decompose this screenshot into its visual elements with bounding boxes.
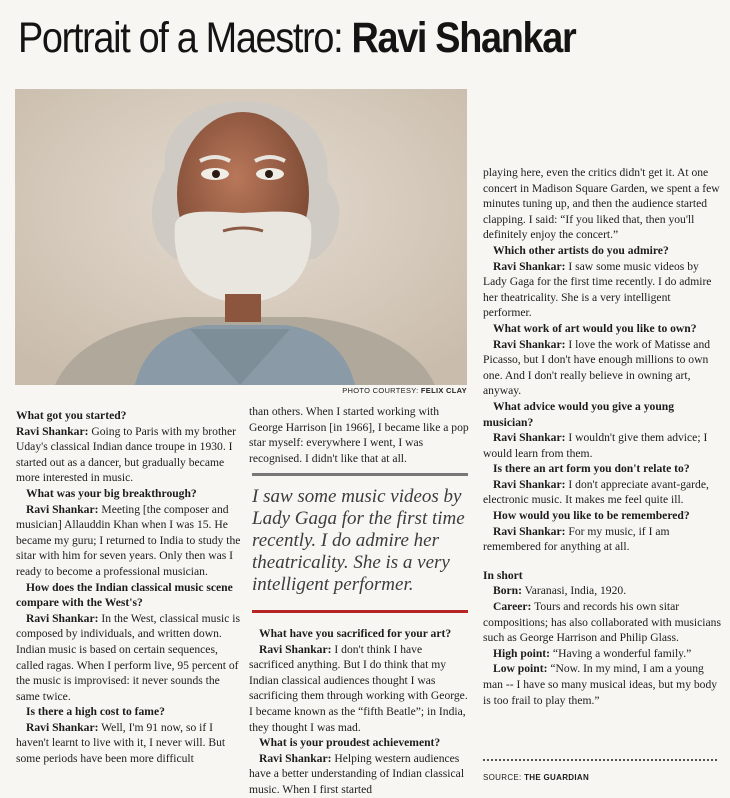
dotted-divider <box>483 759 717 761</box>
question: What is your proudest achievement? <box>259 736 441 750</box>
credit-label: PHOTO COURTESY: <box>342 386 419 395</box>
article-title <box>18 14 575 63</box>
in-short-heading: In short <box>483 568 523 582</box>
column-3-qa <box>483 165 721 555</box>
speaker-name: Ravi Shankar: <box>259 751 332 765</box>
answer <box>483 165 721 243</box>
source-line <box>483 773 589 782</box>
source-label: SOURCE: <box>483 773 522 782</box>
source-name: THE GUARDIAN <box>524 773 590 782</box>
answer-text: I love the work of Matisse and Picasso, but I don't have enough millions to own one. And I don't really believe in owning art, anyway. <box>483 337 711 398</box>
question: How would you like to be remembered? <box>493 509 690 523</box>
answer-text: Helping western audiences have a better understanding of Indian classical music. When I first started <box>249 751 465 796</box>
in-short-item <box>483 661 721 708</box>
answer-text: I saw some music videos by Lady Gaga for the first time recently. I do admire her theatricality. She is a very intelligent performer. <box>483 259 712 320</box>
pull-quote-rule-bottom <box>252 610 468 613</box>
in-short-text: “Now. In my mind, I am a young man -- I have so many musical ideas, but my body is too frail to play them.” <box>483 662 718 707</box>
speaker-name: Ravi Shankar: <box>493 337 566 351</box>
answer <box>249 642 469 736</box>
speaker-name: Ravi Shankar: <box>493 259 566 273</box>
answer <box>483 337 721 399</box>
answer <box>16 611 244 705</box>
speaker-name: Ravi Shankar: <box>26 611 99 625</box>
speaker-name: Ravi Shankar: <box>16 424 89 438</box>
answer <box>16 424 244 486</box>
answer-text: For my music, if I am remembered for anything at all. <box>483 524 670 554</box>
question: Is there an art form you don't relate to? <box>493 462 690 476</box>
answer-text: playing here, even the critics didn't get it. At one concert in Madison Square Garden, we spent a few minutes tuning up, and then the audience started clapping. I said: “If you liked that, then you'll definitely enjoy the concert.” <box>483 166 720 242</box>
speaker-name: Ravi Shankar: <box>493 431 566 445</box>
title-light: Portrait of a Maestro: <box>18 14 352 62</box>
in-short-text: Tours and records his own sitar compositions; has also collaborated with musicians such as George Harrison and Philip Glass. <box>483 600 721 645</box>
speaker-name: Ravi Shankar: <box>259 642 332 656</box>
in-short-item <box>483 646 721 662</box>
portrait-photo <box>15 89 467 385</box>
answer <box>483 524 721 555</box>
answer-text: Well, I'm 91 now, so if I haven't learnt to live with it, I never will. But some periods have been more difficult <box>16 720 226 766</box>
answer <box>483 430 721 461</box>
in-short-label: Born: <box>493 584 522 598</box>
in-short-label: Career: <box>493 600 532 614</box>
answer-text: In the West, classical music is composed by individuals, and written down. Indian music is based on certain sequences, called ragas. When I perform live, 95 percent of the music is improvised: it never sounds the same twice. <box>16 611 240 703</box>
answer <box>483 477 721 508</box>
speaker-name: Ravi Shankar: <box>26 502 99 516</box>
column-2-bottom <box>249 626 469 798</box>
in-short-text: Varanasi, India, 1920. <box>521 584 627 598</box>
pull-quote: I saw some music videos by Lady Gaga for the first time recently. I do admire her theatricality. She is a very intelligent performer. <box>252 486 465 595</box>
column-3 <box>483 165 721 708</box>
speaker-name: Ravi Shankar: <box>493 524 566 538</box>
answer-text: I wouldn't give them advice; I would learn from them. <box>483 431 708 460</box>
in-short-label: Low point: <box>493 662 548 676</box>
question: What got you started? <box>16 409 127 422</box>
speaker-name: Ravi Shankar: <box>26 720 99 734</box>
speaker-name: Ravi Shankar: <box>493 477 566 491</box>
answer <box>483 259 721 321</box>
answer-text: Meeting [the composer and musician] Allauddin Khan when I was 15. He became my guru; I returned to India to study the sitar with him for seven years. Only then was I ready to become a professional musician. <box>16 502 241 578</box>
answer-text: Going to Paris with my brother Uday's classical Indian dance troupe in 1930. I started out as a dancer, but gradually became more interested in music. <box>16 424 236 485</box>
question: How does the Indian classical music scene compare with the West's? <box>16 580 233 610</box>
question: Which other artists do you admire? <box>493 243 669 257</box>
in-short-item <box>483 599 721 646</box>
in-short-text: “Having a wonderful family.” <box>550 646 692 660</box>
pull-quote-rule-top <box>252 473 468 476</box>
column-1 <box>16 408 244 767</box>
portrait-illustration <box>15 89 467 385</box>
credit-name: FELIX CLAY <box>420 386 467 395</box>
answer-text: I don't think I have sacrificed anything. But I do think that my Indian classical audiences thought I was sacrificing them through working with George. I became known as the “fifth Beatle”; in India, they thought I was mad. <box>249 642 468 734</box>
question: What work of art would you like to own? <box>493 321 697 335</box>
answer <box>16 720 244 767</box>
question: Is there a high cost to fame? <box>26 705 165 719</box>
question: What was your big breakthrough? <box>26 486 197 500</box>
in-short-label: High point: <box>493 646 551 660</box>
column-2-top <box>249 404 469 466</box>
question: What have you sacrificed for your art? <box>259 627 452 640</box>
in-short-item <box>483 583 721 599</box>
title-bold: Ravi Shankar <box>351 14 576 62</box>
answer <box>16 502 244 580</box>
in-short-list <box>483 583 721 708</box>
column-2-top-text: than others. When I started working with George Harrison [in 1966], I became like a pop star myself: everywhere I went, I was recognised. I didn't like that at all. <box>249 405 469 465</box>
answer-text: I don't appreciate avant-garde, electronic music. It makes me feel quite ill. <box>483 477 709 507</box>
photo-credit <box>342 386 467 395</box>
question: What advice would you give a young musician? <box>483 399 675 429</box>
